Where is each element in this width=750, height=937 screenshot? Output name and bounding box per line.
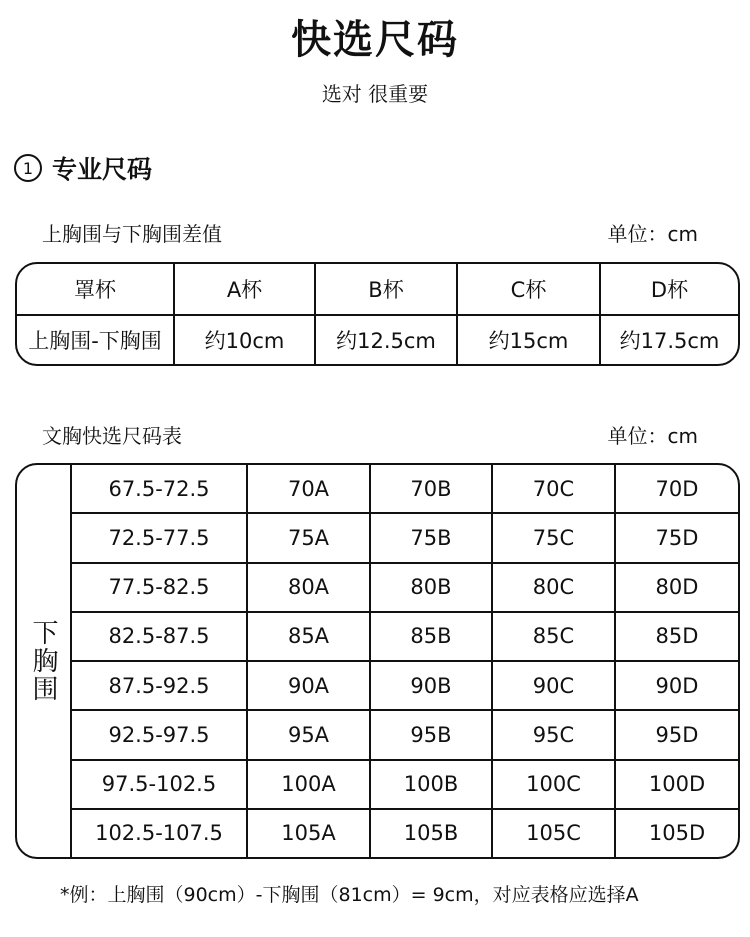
size-cell: 100C (491, 761, 614, 808)
underbust-side-header (17, 465, 72, 857)
size-cell: 105D (614, 810, 738, 857)
underbust-range-cell: 67.5-72.5 (108, 476, 210, 501)
table-header-row (17, 264, 738, 314)
underbust-range-cell: 72.5-77.5 (108, 525, 210, 550)
size-cell: 105A (246, 810, 369, 857)
size-cell: 90B (369, 662, 491, 709)
table-header-cell: D杯 (599, 264, 738, 314)
table-row (72, 808, 738, 857)
table-row (72, 759, 738, 808)
table-cell: 约12.5cm (314, 316, 456, 364)
size-cell: 95D (614, 711, 738, 758)
size-cell: 100D (614, 761, 738, 808)
size-cell: 105C (491, 810, 614, 857)
table-row (72, 660, 738, 709)
size-cell: 85C (491, 613, 614, 660)
underbust-range-cell: 82.5-87.5 (108, 624, 210, 649)
underbust-range-cell: 97.5-102.5 (101, 772, 217, 797)
table-row (72, 465, 738, 512)
size-cell: 95C (491, 711, 614, 758)
table-header-cell: 罩杯 (74, 278, 116, 302)
size-cell: 90C (491, 662, 614, 709)
underbust-range-cell: 87.5-92.5 (108, 673, 210, 698)
page-subtitle: 选对 很重要 (321, 82, 429, 106)
size-cell: 70A (246, 465, 369, 512)
table-row (72, 512, 738, 561)
cup-table-unit: 单位：cm (607, 222, 698, 246)
table-cell: 约17.5cm (599, 316, 738, 364)
page-title: 快选尺码 (291, 17, 459, 63)
size-cell: 80C (491, 564, 614, 611)
size-cell: 90D (614, 662, 738, 709)
size-cell: 70B (369, 465, 491, 512)
table-header-cell: B杯 (314, 264, 456, 314)
section-number-badge: 1 (14, 154, 42, 182)
size-cell: 100A (246, 761, 369, 808)
footnote: *例：上胸围（90cm）-下胸围（81cm）= 9cm，对应表格应选择A (60, 884, 639, 906)
size-cell: 85A (246, 613, 369, 660)
size-cell: 100B (369, 761, 491, 808)
table-cell: 上胸围-下胸围 (28, 329, 162, 353)
size-cell: 75B (369, 514, 491, 561)
table-row (72, 562, 738, 611)
table-header-cell: C杯 (456, 264, 599, 314)
size-cell: 80B (369, 564, 491, 611)
size-chart-table (15, 463, 740, 859)
size-table-unit: 单位：cm (607, 424, 698, 448)
side-label: 下胸围 (28, 619, 58, 703)
size-cell: 80A (246, 564, 369, 611)
size-cell: 105B (369, 810, 491, 857)
size-cell: 70C (491, 465, 614, 512)
underbust-range-cell: 77.5-82.5 (108, 575, 210, 600)
table-cell: 约10cm (173, 316, 314, 364)
size-table-caption: 文胸快选尺码表 (42, 424, 182, 448)
table-row (17, 314, 738, 364)
cup-table-caption: 上胸围与下胸围差值 (42, 222, 222, 246)
section-heading (14, 150, 152, 186)
underbust-range-cell: 92.5-97.5 (108, 722, 210, 747)
size-cell: 75C (491, 514, 614, 561)
size-cell: 70D (614, 465, 738, 512)
size-cell: 75A (246, 514, 369, 561)
table-cell: 约15cm (456, 316, 599, 364)
table-row (72, 611, 738, 660)
size-cell: 85D (614, 613, 738, 660)
size-cell: 75D (614, 514, 738, 561)
size-table-body (72, 465, 738, 857)
size-cell: 85B (369, 613, 491, 660)
table-header-cell: A杯 (173, 264, 314, 314)
cup-difference-table (15, 262, 740, 366)
size-cell: 80D (614, 564, 738, 611)
section-title: 专业尺码 (52, 155, 153, 184)
table-row (72, 709, 738, 758)
size-cell: 95B (369, 711, 491, 758)
underbust-range-cell: 102.5-107.5 (95, 821, 223, 846)
size-cell: 90A (246, 662, 369, 709)
size-cell: 95A (246, 711, 369, 758)
